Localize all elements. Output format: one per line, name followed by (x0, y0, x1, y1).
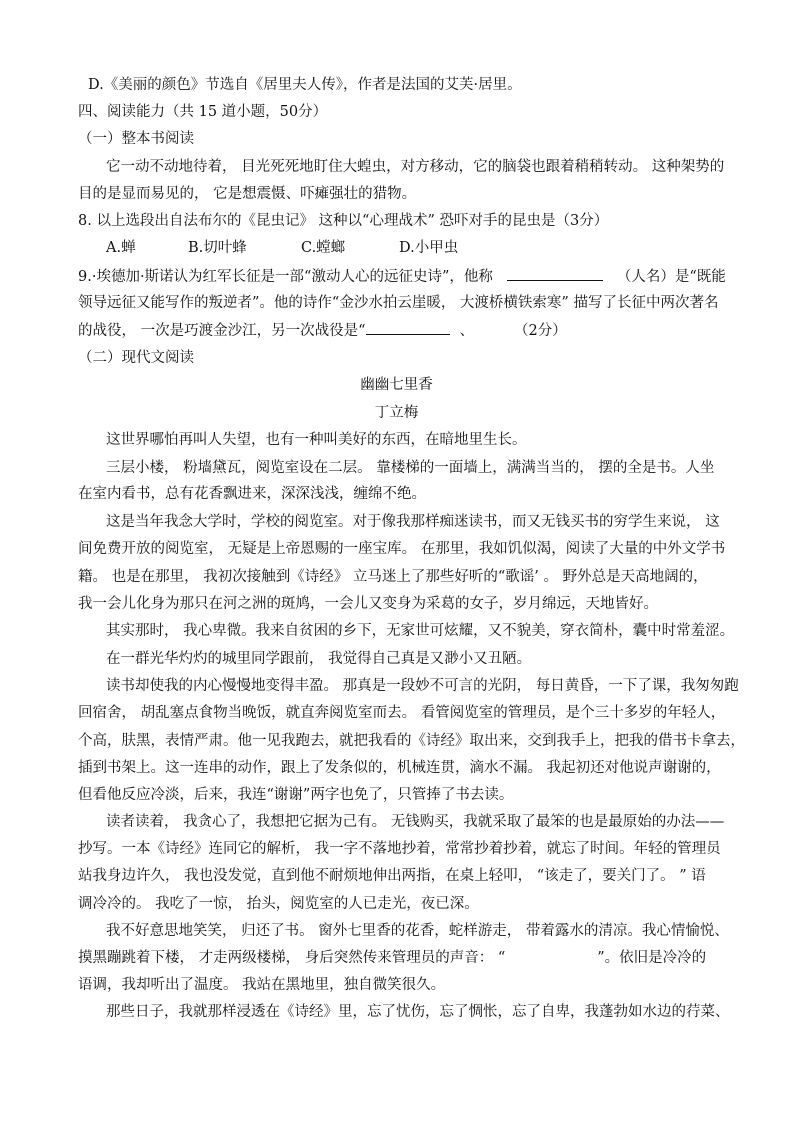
article-text: ”。依旧是冷冷的 (597, 950, 707, 966)
article-line: 其实那时， 我心卑微。我来自贫困的乡下，无家世可炫耀，又不貌美，穿衣简朴，囊中时常羞涩。 (106, 623, 735, 639)
answer-blank[interactable] (507, 266, 603, 281)
score: （2分） (514, 323, 567, 339)
option-d-choice: D.小甲虫 (399, 240, 459, 256)
article-line: 间免费开放的阅览室， 无疑是上帝恩赐的一座宝库。 在那里，我如饥似渴，阅读了大量的中外文学书 (78, 541, 726, 557)
article-line (78, 948, 706, 968)
question-9-line (78, 266, 726, 287)
question-9-text: 9.·埃德加·斯诺认为红军长征是一部“激动人心的远征史诗”，他称 (78, 269, 493, 285)
option-b: B.切叶蜂 (188, 240, 247, 256)
excerpt-line: 目的是显而易见的， 它是想震慑、吓瘫强壮的猎物。 (78, 186, 417, 202)
question-8-options (106, 238, 458, 258)
subsection-heading: （二）现代文阅读 (78, 350, 194, 366)
article-title: 幽幽七里香 (360, 377, 433, 393)
question-9-text: 的战役， 一次是巧渡金沙江，另一次战役是“ (78, 323, 366, 339)
article-line: 调冷冷的。 我吃了一惊， 抬头，阅览室的人已走光，夜已深。 (78, 896, 479, 912)
article-line: 籍。 也是在那里， 我初次接触到《诗经》 立马迷上了那些好听的“歌谣’ 。 野外总是天高地阔的， (78, 569, 708, 585)
question-9-line: 领导远征又能写作的叛逆者”。他的诗作“金沙水拍云崖暖， 大渡桥横铁索寒” 描写了长征中两次著名 (78, 295, 719, 311)
article-line: 这是当年我念大学时，学校的阅览室。对于像我那样痴迷读书，而又无钱买书的穷学生来说， 这 (106, 514, 720, 530)
article-line: 三层小楼， 粉墙黛瓦，阅览室设在二层。 靠楼梯的一面墙上，满满当当的， 摆的全是书。人坐 (106, 460, 715, 476)
article-line: 站我身边许久， 我也没发觉，直到他不耐烦地伸出两指，在桌上轻叩， “该走了，要关门了。 ” 语 (78, 868, 706, 884)
article-line: 在室内看书，总有花香飘进来，深深浅浅，缠绵不绝。 (78, 486, 426, 502)
article-line: 个高，肤黑，表情严肃。他一见我跑去，就把我看的《诗经》取出来，交到我手上，把我的借书卡拿去， (78, 733, 745, 749)
article-line: 读者读着， 我贪心了，我想把它据为己有。 无钱购买，我就采取了最笨的也是最原始的办法—— (106, 814, 725, 830)
article-line: 那些日子，我就那样浸透在《诗经》里，忘了忧伤，忘了惆怅，忘了自卑，我蓬勃如水边的荇菜、 (106, 1004, 730, 1020)
article-text: 摸黑蹦跳着下楼， 才走两级楼梯， 身后突然传来管理员的声音： “ (78, 950, 506, 966)
article-line: 在一群光华灼灼的城里同学跟前， 我觉得自己真是又渺小又丑陋。 (106, 651, 532, 667)
question-9-text: （人名）是“既能 (616, 269, 726, 285)
option-d: D.《美丽的颜色》节选自《居里夫人传》，作者是法国的艾芙·居里。 (88, 77, 522, 93)
subsection-heading: （一）整本书阅读 (78, 131, 194, 147)
article-author: 丁立梅 (374, 405, 419, 421)
question-9-line (78, 320, 567, 341)
article-line: 插到书架上。这一连串的动作，跟上了发条似的，机械连贯，滴水不漏。 我起初还对他说声谢谢的， (78, 760, 721, 776)
article-line: 回宿舍， 胡乱塞点食物当晚饭，就直奔阅览室而去。 看管阅览室的管理员，是个三十多岁的年轻人， (78, 705, 726, 721)
section-heading: 四、阅读能力（共 15 道小题，50分） (78, 104, 328, 120)
article-line: 语调，我却听出了温度。 我站在黑地里，独自微笑很久。 (78, 977, 446, 993)
separator: 、 (459, 323, 475, 339)
excerpt-line: 它一动不动地待着， 目光死死地盯住大蝗虫，对方移动，它的脑袋也跟着稍稍转动。 这种架势的 (106, 159, 725, 175)
article-line: 我不好意思地笑笑， 归还了书。 窗外七里香的花香，蛇样游走， 带着露水的清凉。我心情愉悦、 (106, 923, 729, 939)
article-line: 我一会儿化身为那只在河之洲的斑鸠，一会儿又变身为采葛的女子，岁月绵远，天地皆好。 (78, 596, 658, 612)
article-line: 读书却使我的内心慢慢地变得丰盈。 那真是一段妙不可言的光阴， 每日黄昏，一下了课，我匆匆跑 (106, 678, 739, 694)
answer-blank[interactable] (366, 320, 450, 335)
article-line: 这世界哪怕再叫人失望，也有一种叫美好的东西，在暗地里生长。 (106, 432, 527, 448)
article-line: 但看他反应冷淡，后来，我连“谢谢”两字也免了，只管捧了书去读。 (78, 787, 514, 803)
option-a: A.蝉 (106, 240, 136, 256)
option-c: C.螳螂 (301, 240, 346, 256)
question-8: 8. 以上选段出自法布尔的《昆虫记》 这种以“心理战术” 恐吓对手的昆虫是（3分） (78, 213, 609, 229)
article-line: 抄写。一本《诗经》连同它的解析， 我一字不落地抄着，常常抄着抄着，就忘了时间。年轻的管理员 (78, 841, 721, 857)
